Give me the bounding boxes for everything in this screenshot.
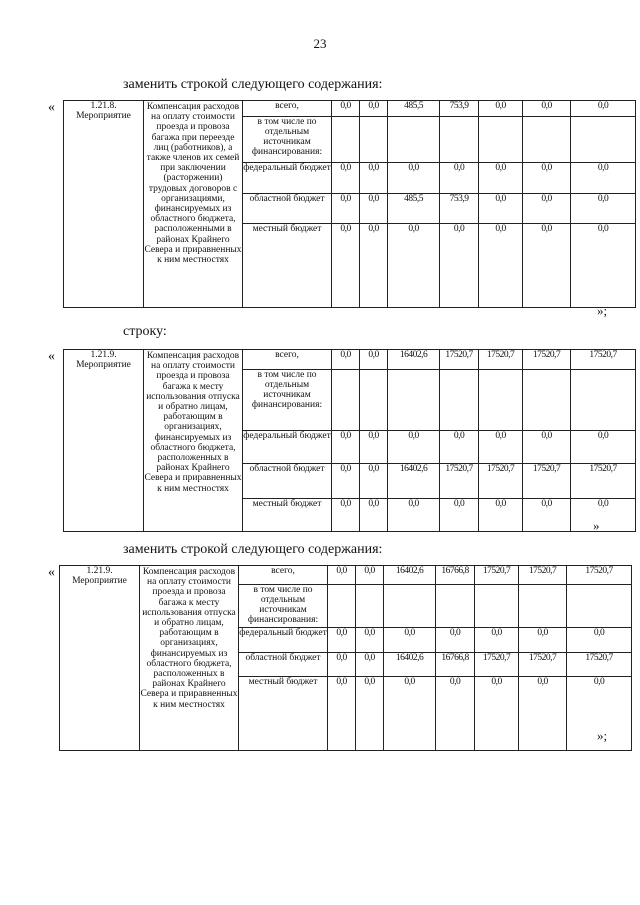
amount-cell: 17520,7 bbox=[523, 464, 571, 499]
measure-description-cell bbox=[140, 566, 239, 751]
amount-cell: 0,0 bbox=[440, 431, 479, 464]
measure-code-cell bbox=[64, 101, 144, 308]
amount-cell: 16766,8 bbox=[436, 566, 475, 585]
amount-cell: 0,0 bbox=[360, 431, 388, 464]
funding-source-label: всего, bbox=[243, 101, 332, 117]
amount-cell bbox=[571, 370, 636, 431]
open-quote: « bbox=[48, 100, 55, 115]
amount-cell bbox=[479, 117, 523, 163]
funding-source-label: в том числе по отдельным источникам финансирования: bbox=[239, 585, 328, 628]
amount-cell bbox=[388, 117, 440, 163]
amount-cell: 17520,7 bbox=[523, 350, 571, 370]
measure-code: 1.21.8. bbox=[90, 101, 117, 111]
measure-description: Компенсация расходов на оплату стоимости проезда и провоза багажа к месту использования отпуска и обратно лицам, работающим в организациях, финансируемых из областного бюджета, расположенных в районах Крайнего Севера и приравненных к ним местностях bbox=[144, 351, 242, 494]
amount-cell: 0,0 bbox=[523, 499, 571, 532]
amount-cell bbox=[332, 117, 360, 163]
amount-cell: 0,0 bbox=[332, 499, 360, 532]
amount-cell: 0,0 bbox=[436, 677, 475, 751]
amount-cell: 0,0 bbox=[571, 499, 636, 532]
amount-cell: 0,0 bbox=[523, 163, 571, 194]
funding-source-label: федеральный бюджет bbox=[243, 163, 332, 194]
amount-cell: 17520,7 bbox=[475, 653, 519, 677]
measure-type: Мероприятие bbox=[76, 111, 131, 121]
amount-cell: 17520,7 bbox=[475, 566, 519, 585]
measure-table bbox=[63, 349, 636, 532]
amount-cell: 0,0 bbox=[440, 224, 479, 308]
amount-cell: 0,0 bbox=[328, 653, 356, 677]
amount-cell: 0,0 bbox=[360, 224, 388, 308]
amount-cell bbox=[567, 585, 632, 628]
amount-cell: 0,0 bbox=[523, 101, 571, 117]
amount-cell: 0,0 bbox=[571, 101, 636, 117]
amount-cell: 0,0 bbox=[388, 499, 440, 532]
amount-cell: 0,0 bbox=[523, 431, 571, 464]
amount-cell bbox=[384, 585, 436, 628]
measure-table bbox=[59, 565, 632, 751]
amount-cell: 17520,7 bbox=[440, 350, 479, 370]
table-row bbox=[60, 566, 632, 585]
amount-cell: 0,0 bbox=[388, 224, 440, 308]
amount-cell bbox=[519, 585, 567, 628]
amount-cell: 485,5 bbox=[388, 194, 440, 224]
close-quote: » bbox=[593, 518, 600, 533]
amount-cell: 0,0 bbox=[332, 350, 360, 370]
amount-cell: 17520,7 bbox=[519, 566, 567, 585]
amount-cell: 0,0 bbox=[519, 628, 567, 653]
measure-code: 1.21.9. bbox=[86, 566, 113, 576]
amount-cell: 0,0 bbox=[356, 677, 384, 751]
amendment-heading: заменить строкой следующего содержания: bbox=[123, 77, 383, 92]
amount-cell: 17520,7 bbox=[479, 464, 523, 499]
measure-code-cell bbox=[60, 566, 140, 751]
funding-source-label: федеральный бюджет bbox=[239, 628, 328, 653]
measure-type: Мероприятие bbox=[76, 360, 131, 370]
funding-source-label: в том числе по отдельным источникам финансирования: bbox=[243, 370, 332, 431]
amount-cell: 0,0 bbox=[360, 350, 388, 370]
amount-cell: 17520,7 bbox=[567, 566, 632, 585]
amount-cell: 0,0 bbox=[479, 224, 523, 308]
funding-source-label: областной бюджет bbox=[243, 194, 332, 224]
funding-source-label: местный бюджет bbox=[239, 677, 328, 751]
amount-cell bbox=[388, 370, 440, 431]
amendment-heading: строку: bbox=[123, 324, 167, 339]
amount-cell: 0,0 bbox=[384, 677, 436, 751]
funding-source-label: местный бюджет bbox=[243, 224, 332, 308]
amount-cell: 0,0 bbox=[571, 163, 636, 194]
measure-table bbox=[63, 100, 636, 308]
amount-cell: 0,0 bbox=[356, 653, 384, 677]
amount-cell: 0,0 bbox=[479, 431, 523, 464]
open-quote: « bbox=[48, 349, 55, 364]
amount-cell: 0,0 bbox=[388, 163, 440, 194]
measure-description: Компенсация расходов на оплату стоимости проезда и провоза багажа к месту использования отпуска и обратно лицам, работающим в организациях, финансируемых из областного бюджета, расположенных в районах Крайнего Севера и приравненных к ним местностях bbox=[140, 567, 238, 710]
amount-cell bbox=[332, 370, 360, 431]
amount-cell: 0,0 bbox=[328, 628, 356, 653]
amount-cell: 0,0 bbox=[571, 224, 636, 308]
funding-source-label: федеральный бюджет bbox=[243, 431, 332, 464]
amount-cell: 0,0 bbox=[479, 499, 523, 532]
amount-cell: 16766,8 bbox=[436, 653, 475, 677]
amount-cell bbox=[436, 585, 475, 628]
amount-cell: 0,0 bbox=[479, 194, 523, 224]
amount-cell: 16402,6 bbox=[384, 566, 436, 585]
amount-cell: 0,0 bbox=[332, 224, 360, 308]
amount-cell: 0,0 bbox=[479, 163, 523, 194]
amount-cell: 0,0 bbox=[567, 677, 632, 751]
amount-cell: 0,0 bbox=[356, 566, 384, 585]
amount-cell: 0,0 bbox=[384, 628, 436, 653]
amount-cell: 753,9 bbox=[440, 101, 479, 117]
amount-cell: 0,0 bbox=[475, 677, 519, 751]
funding-source-label: всего, bbox=[243, 350, 332, 370]
amount-cell: 0,0 bbox=[360, 499, 388, 532]
table-row bbox=[64, 350, 636, 370]
amount-cell bbox=[360, 117, 388, 163]
amount-cell: 17520,7 bbox=[567, 653, 632, 677]
close-quote: »; bbox=[597, 728, 608, 743]
amount-cell: 0,0 bbox=[356, 628, 384, 653]
amount-cell: 0,0 bbox=[436, 628, 475, 653]
amount-cell: 0,0 bbox=[571, 194, 636, 224]
amount-cell: 0,0 bbox=[332, 194, 360, 224]
amount-cell: 0,0 bbox=[328, 677, 356, 751]
amount-cell: 0,0 bbox=[328, 566, 356, 585]
funding-source-label: областной бюджет bbox=[243, 464, 332, 499]
funding-source-label: всего, bbox=[239, 566, 328, 585]
measure-code-cell bbox=[64, 350, 144, 532]
amount-cell: 0,0 bbox=[475, 628, 519, 653]
amount-cell: 0,0 bbox=[567, 628, 632, 653]
amount-cell: 0,0 bbox=[440, 163, 479, 194]
funding-source-label: областной бюджет bbox=[239, 653, 328, 677]
amount-cell bbox=[571, 117, 636, 163]
amount-cell: 0,0 bbox=[360, 194, 388, 224]
amount-cell: 0,0 bbox=[360, 464, 388, 499]
open-quote: « bbox=[48, 565, 55, 580]
table-row bbox=[64, 101, 636, 117]
amount-cell bbox=[360, 370, 388, 431]
amount-cell: 0,0 bbox=[388, 431, 440, 464]
amount-cell: 16402,6 bbox=[388, 350, 440, 370]
amount-cell: 17520,7 bbox=[571, 464, 636, 499]
close-quote: »; bbox=[597, 303, 608, 318]
measure-code: 1.21.9. bbox=[90, 350, 117, 360]
amount-cell: 0,0 bbox=[571, 431, 636, 464]
amount-cell: 0,0 bbox=[440, 499, 479, 532]
amount-cell bbox=[523, 370, 571, 431]
amount-cell: 753,9 bbox=[440, 194, 479, 224]
page-number: 23 bbox=[313, 36, 327, 51]
amount-cell: 0,0 bbox=[332, 101, 360, 117]
amount-cell: 16402,6 bbox=[388, 464, 440, 499]
amount-cell: 485,5 bbox=[388, 101, 440, 117]
amount-cell bbox=[475, 585, 519, 628]
amount-cell: 16402,6 bbox=[384, 653, 436, 677]
amount-cell bbox=[479, 370, 523, 431]
amount-cell: 0,0 bbox=[523, 194, 571, 224]
amount-cell: 0,0 bbox=[519, 677, 567, 751]
amendment-heading: заменить строкой следующего содержания: bbox=[123, 542, 383, 557]
measure-description-cell bbox=[144, 101, 243, 308]
amount-cell: 0,0 bbox=[360, 101, 388, 117]
amount-cell: 0,0 bbox=[332, 163, 360, 194]
amount-cell: 0,0 bbox=[332, 431, 360, 464]
funding-source-label: в том числе по отдельным источникам финансирования: bbox=[243, 117, 332, 163]
amount-cell: 0,0 bbox=[479, 101, 523, 117]
amount-cell: 17520,7 bbox=[440, 464, 479, 499]
amount-cell: 0,0 bbox=[332, 464, 360, 499]
funding-source-label: местный бюджет bbox=[243, 499, 332, 532]
amount-cell: 17520,7 bbox=[519, 653, 567, 677]
amount-cell: 0,0 bbox=[360, 163, 388, 194]
amount-cell bbox=[440, 370, 479, 431]
amount-cell: 17520,7 bbox=[571, 350, 636, 370]
amount-cell bbox=[328, 585, 356, 628]
measure-type: Мероприятие bbox=[72, 576, 127, 586]
amount-cell: 17520,7 bbox=[479, 350, 523, 370]
measure-description: Компенсация расходов на оплату стоимости проезда и провоза багажа при переезде лиц (работников), а также членов их семей при заключении (расторжении) трудовых договоров с организациями, финансируемых из областного бюджета, расположенными в районах Крайнего Севера и приравненных к ним местностях bbox=[144, 102, 242, 266]
amount-cell bbox=[523, 117, 571, 163]
measure-description-cell bbox=[144, 350, 243, 532]
amount-cell: 0,0 bbox=[523, 224, 571, 308]
amount-cell bbox=[356, 585, 384, 628]
amount-cell bbox=[440, 117, 479, 163]
